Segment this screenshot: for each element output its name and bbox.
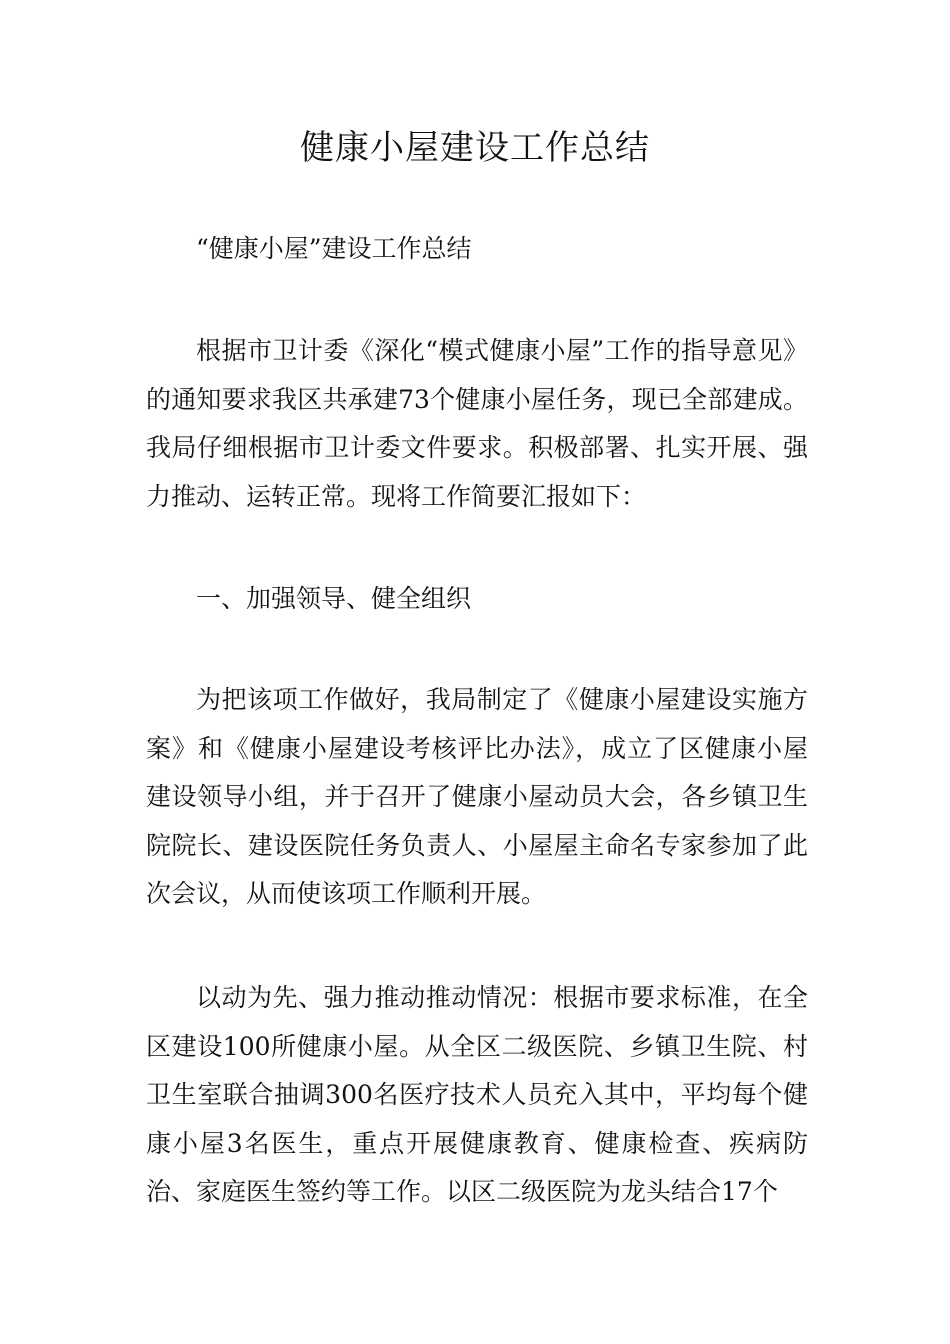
section-heading-1: 一、加强领导、健全组织 bbox=[196, 584, 472, 613]
document-subtitle: “健康小屋”建设工作总结 bbox=[196, 234, 472, 263]
paragraph-body-2: 以动为先、强力推动推动情况：根据市要求标准，在全区建设100所健康小屋。从全区二级医院、乡镇卫生院、村卫生室联合抽调300名医疗技术人员充入其中，平均每个健康小屋3名医生，重点开展健康教育、健康检查、疾病防治、家庭医生签约等工作。以区二级医院为龙头结合17个 bbox=[146, 983, 808, 1206]
paragraph-body-1: 为把该项工作做好，我局制定了《健康小屋建设实施方案》和《健康小屋建设考核评比办法》，成立了区健康小屋建设领导小组，并于召开了健康小屋动员大会，各乡镇卫生院院长、建设医院任务负责人、小屋屋主命名专家参加了此次会议，从而使该项工作顺利开展。 bbox=[146, 685, 808, 908]
document-title: 健康小屋建设工作总结 bbox=[300, 128, 650, 168]
paragraph-intro: 根据市卫计委《深化“模式健康小屋”工作的指导意见》的通知要求我区共承建73个健康小屋任务，现已全部建成。我局仔细根据市卫计委文件要求。积极部署、扎实开展、强力推动、运转正常。现将工作简要汇报如下： bbox=[146, 336, 808, 511]
